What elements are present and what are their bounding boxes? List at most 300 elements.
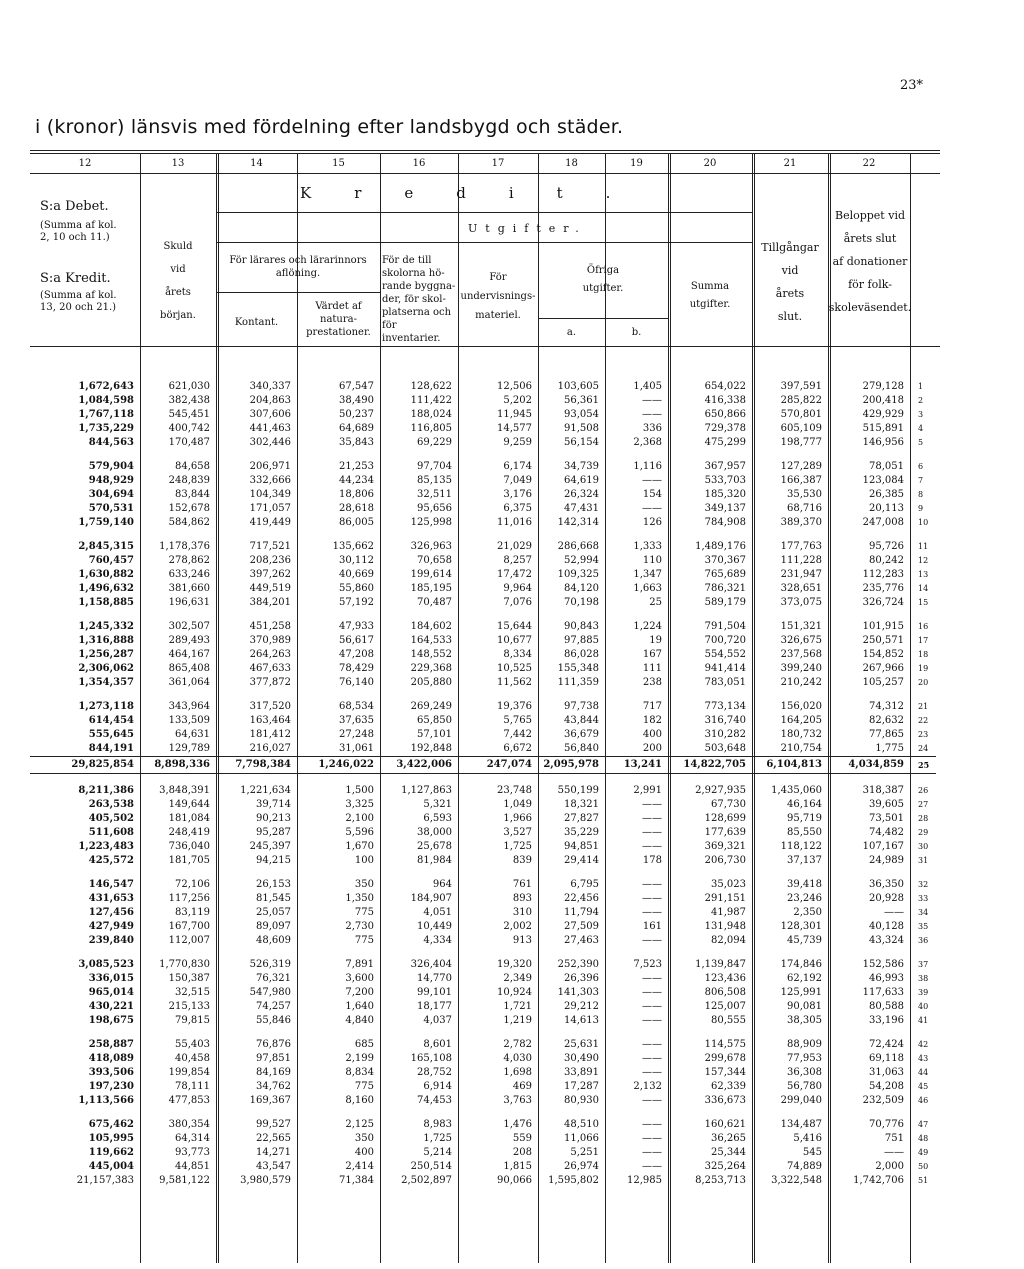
table-cell: 545 — [802, 1147, 822, 1158]
table-cell: 71,384 — [339, 1175, 374, 1186]
table-cell: 180,732 — [780, 729, 822, 740]
table-cell: 231,947 — [780, 569, 822, 580]
table-cell: 97,851 — [256, 1053, 291, 1064]
table-cell: 177,639 — [704, 827, 746, 838]
table-row — [30, 1080, 936, 1094]
table-cell: 22,565 — [256, 1133, 291, 1144]
table-cell: —— — [642, 1001, 662, 1012]
table-cell: 3,085,523 — [78, 959, 134, 970]
row-number-cell: 14 — [918, 584, 929, 593]
table-cell: 285,822 — [780, 395, 822, 406]
row-number-cell: 34 — [918, 908, 929, 917]
table-cell: 1,735,229 — [78, 423, 134, 434]
colnum-18: 18 — [565, 158, 578, 169]
table-cell: 5,251 — [570, 1147, 599, 1158]
table-cell: 1,759,140 — [78, 517, 134, 528]
table-cell: 1,245,332 — [78, 621, 134, 632]
table-cell: 135,662 — [332, 541, 374, 552]
table-cell: 547,980 — [249, 987, 291, 998]
table-cell: 700,720 — [704, 635, 746, 646]
table-cell: —— — [642, 1015, 662, 1026]
table-row — [30, 1094, 936, 1108]
table-cell: 1,246,022 — [297, 757, 380, 774]
colnum-12: 12 — [78, 158, 92, 169]
row-spacer — [30, 1108, 936, 1118]
table-cell: 23,246 — [787, 893, 822, 904]
table-cell: 299,678 — [704, 1053, 746, 1064]
table-cell: 35,530 — [787, 489, 822, 500]
table-cell: 182 — [642, 715, 662, 726]
header-kredit: S:a Kredit. — [40, 271, 111, 286]
table-cell: 654,022 — [704, 381, 746, 392]
row-number-cell: 15 — [918, 598, 929, 607]
table-row — [30, 502, 936, 516]
table-cell: 7,076 — [503, 597, 532, 608]
table-cell: 1,158,885 — [78, 597, 134, 608]
table-cell: 205,880 — [410, 677, 452, 688]
table-cell: 238 — [642, 677, 662, 688]
table-cell: 216,027 — [249, 743, 291, 754]
table-cell: 41,987 — [711, 907, 746, 918]
table-cell: 178 — [642, 855, 662, 866]
row-number-cell: 23 — [918, 730, 929, 739]
row-number-cell: 37 — [918, 960, 929, 969]
table-cell: 181,084 — [168, 813, 210, 824]
table-cell: 3,325 — [345, 799, 374, 810]
colnum-15: 15 — [332, 158, 345, 169]
table-cell: 55,860 — [339, 583, 374, 594]
table-cell: 7,200 — [345, 987, 374, 998]
row-number-cell: 51 — [918, 1176, 929, 1185]
row-number-cell: 11 — [918, 542, 929, 551]
table-cell: 19,320 — [497, 959, 532, 970]
table-cell: 2,730 — [345, 921, 374, 932]
table-cell: 393,506 — [88, 1067, 134, 1078]
table-cell: —— — [642, 893, 662, 904]
table-cell: 156,020 — [780, 701, 822, 712]
table-cell: 36,350 — [869, 879, 904, 890]
table-cell: 26,385 — [869, 489, 904, 500]
table-cell: 34,762 — [256, 1081, 291, 1092]
table-row — [30, 742, 936, 757]
table-row — [30, 634, 936, 648]
table-cell: 65,850 — [417, 715, 452, 726]
header-ovriga-a: a. — [566, 327, 577, 338]
table-cell: 33,196 — [869, 1015, 904, 1026]
row-number-cell: 21 — [918, 702, 929, 711]
table-cell: 73,501 — [869, 813, 904, 824]
table-cell: 1,742,706 — [853, 1175, 904, 1186]
table-cell: 349,137 — [704, 503, 746, 514]
table-cell: 269,249 — [410, 701, 452, 712]
table-cell: 123,436 — [704, 973, 746, 984]
table-cell: 399,240 — [780, 663, 822, 674]
table-row — [30, 1066, 936, 1080]
table-cell: 204,863 — [249, 395, 291, 406]
table-cell: 23,748 — [497, 785, 532, 796]
table-cell: 27,509 — [564, 921, 599, 932]
table-cell: 72,106 — [175, 879, 210, 890]
table-cell: 85,135 — [417, 475, 452, 486]
table-cell: 299,040 — [780, 1095, 822, 1106]
table-cell: 188,024 — [410, 409, 452, 420]
table-row — [30, 1052, 936, 1066]
table-cell: 206,730 — [704, 855, 746, 866]
table-cell: 844,191 — [88, 743, 134, 754]
table-cell: 367,957 — [704, 461, 746, 472]
row-number-cell: 22 — [918, 716, 929, 725]
table-cell: 332,666 — [249, 475, 291, 486]
table-cell: 8,334 — [503, 649, 532, 660]
table-cell: 82,632 — [869, 715, 904, 726]
table-cell: 7,891 — [345, 959, 374, 970]
total-row — [30, 757, 936, 774]
table-cell: 302,507 — [168, 621, 210, 632]
table-cell: 149,644 — [168, 799, 210, 810]
table-row — [30, 1038, 936, 1052]
table-cell: 289,493 — [168, 635, 210, 646]
row-spacer — [30, 1028, 936, 1038]
table-row — [30, 394, 936, 408]
row-number-cell: 31 — [918, 856, 929, 865]
table-cell: 52,994 — [564, 555, 599, 566]
row-number-cell: 1 — [918, 382, 924, 391]
table-cell: 40,669 — [339, 569, 374, 580]
table-cell: 25,678 — [417, 841, 452, 852]
table-cell: 74,312 — [869, 701, 904, 712]
kredit-rule — [216, 212, 752, 213]
header-debet-note: (Summa af kol. 2, 10 och 11.) — [40, 220, 117, 243]
table-cell: 964 — [432, 879, 452, 890]
header-summa: Summa utgifter. — [689, 281, 731, 310]
table-cell: 95,656 — [417, 503, 452, 514]
table-cell: 118,122 — [780, 841, 822, 852]
table-cell: 8,898,336 — [140, 757, 216, 774]
table-cell: 11,945 — [497, 409, 532, 420]
table-cell: 104,349 — [249, 489, 291, 500]
table-cell: —— — [642, 935, 662, 946]
table-cell: 56,361 — [564, 395, 599, 406]
table-cell: 29,825,854 — [30, 757, 140, 774]
table-cell: 229,368 — [410, 663, 452, 674]
table-cell: 14,577 — [497, 423, 532, 434]
table-cell: 1,725 — [503, 841, 532, 852]
table-cell: 69,229 — [417, 437, 452, 448]
table-cell: 475,299 — [704, 437, 746, 448]
table-cell: 206,971 — [249, 461, 291, 472]
table-row — [30, 1132, 936, 1146]
table-cell: —— — [642, 987, 662, 998]
table-cell: 39,714 — [256, 799, 291, 810]
table-row — [30, 798, 936, 812]
table-cell: 72,424 — [869, 1039, 904, 1050]
table-cell: 192,848 — [410, 743, 452, 754]
header-top-rule — [30, 150, 940, 151]
table-cell: 17,287 — [564, 1081, 599, 1092]
table-cell: 675,462 — [88, 1119, 134, 1130]
table-cell: 1,476 — [503, 1119, 532, 1130]
table-row — [30, 460, 936, 474]
table-cell: 405,502 — [88, 813, 134, 824]
table-cell: 47,431 — [564, 503, 599, 514]
table-cell: 941,414 — [704, 663, 746, 674]
table-cell: 40,458 — [175, 1053, 210, 1064]
row-number-cell: 4 — [918, 424, 924, 433]
table-cell: 579,904 — [88, 461, 134, 472]
table-cell: 302,446 — [249, 437, 291, 448]
table-cell: 133,509 — [168, 715, 210, 726]
table-cell: 26,324 — [564, 489, 599, 500]
table-cell: 107,167 — [862, 841, 904, 852]
row-number-cell: 24 — [918, 744, 929, 753]
table-cell: 148,552 — [410, 649, 452, 660]
table-cell: 533,703 — [704, 475, 746, 486]
table-cell: 570,801 — [780, 409, 822, 420]
table-cell: 21,157,383 — [76, 1175, 134, 1186]
table-cell: 1,815 — [503, 1161, 532, 1172]
table-cell: 503,648 — [704, 743, 746, 754]
table-cell: 8,983 — [423, 1119, 452, 1130]
header-bottom-rule — [30, 346, 940, 347]
row-number-cell: 36 — [918, 936, 929, 945]
table-cell: 20,113 — [869, 503, 904, 514]
table-cell: 2,125 — [345, 1119, 374, 1130]
table-cell: 361,064 — [168, 677, 210, 688]
header-beloppet: Beloppet vid årets slut af donationer för folk- skoleväsendet. — [828, 209, 912, 314]
table-cell: 893 — [512, 893, 532, 904]
table-cell: 1,221,634 — [240, 785, 291, 796]
table-cell: 35,843 — [339, 437, 374, 448]
table-cell: 79,815 — [175, 1015, 210, 1026]
table-cell: 125,991 — [780, 987, 822, 998]
table-cell: 198,777 — [780, 437, 822, 448]
table-cell: 264,263 — [249, 649, 291, 660]
table-cell: 4,334 — [423, 935, 452, 946]
table-cell: 11,562 — [497, 677, 532, 688]
table-cell: 451,258 — [249, 621, 291, 632]
table-cell: 208,236 — [249, 555, 291, 566]
table-cell: 99,527 — [256, 1119, 291, 1130]
table-cell: 325,264 — [704, 1161, 746, 1172]
row-number-cell: 38 — [918, 974, 929, 983]
row-number-cell: 43 — [918, 1054, 929, 1063]
row-number-cell: 35 — [918, 922, 929, 931]
table-cell: 31,061 — [339, 743, 374, 754]
table-cell: —— — [642, 907, 662, 918]
row-number-cell: 2 — [918, 396, 924, 405]
table-cell: 74,453 — [417, 1095, 452, 1106]
table-cell: 614,454 — [88, 715, 134, 726]
table-cell: 24,989 — [869, 855, 904, 866]
table-cell: —— — [884, 907, 904, 918]
table-cell: 783,051 — [704, 677, 746, 688]
table-cell: 751 — [884, 1133, 904, 1144]
table-cell: 791,504 — [704, 621, 746, 632]
table-row — [30, 700, 936, 714]
table-cell: 425,572 — [88, 855, 134, 866]
table-cell: 90,843 — [564, 621, 599, 632]
table-cell: 25 — [649, 597, 662, 608]
table-cell: —— — [642, 1119, 662, 1130]
table-cell: 174,846 — [780, 959, 822, 970]
table-cell: 26,974 — [564, 1161, 599, 1172]
table-cell: 427,949 — [88, 921, 134, 932]
table-cell: 318,387 — [862, 785, 904, 796]
table-cell: 370,989 — [249, 635, 291, 646]
table-row — [30, 408, 936, 422]
table-cell: 570,531 — [88, 503, 134, 514]
row-spacer — [30, 610, 936, 620]
table-cell: 2,000 — [875, 1161, 904, 1172]
table-cell: 167,700 — [168, 921, 210, 932]
table-cell: 15,644 — [497, 621, 532, 632]
table-row — [30, 920, 936, 934]
table-cell: 232,509 — [862, 1095, 904, 1106]
table-cell: 70,487 — [417, 597, 452, 608]
table-cell: 26,153 — [256, 879, 291, 890]
table-cell: 326,724 — [862, 597, 904, 608]
table-cell: 307,606 — [249, 409, 291, 420]
table-cell: 32,515 — [175, 987, 210, 998]
row-number-cell: 8 — [918, 490, 924, 499]
table-cell: 589,179 — [704, 597, 746, 608]
table-cell: 18,177 — [417, 1001, 452, 1012]
row-number-cell: 42 — [918, 1040, 929, 1049]
table-cell: 210,754 — [780, 743, 822, 754]
table-cell: 382,438 — [168, 395, 210, 406]
table-cell: 4,030 — [503, 1053, 532, 1064]
table-cell: —— — [884, 1147, 904, 1158]
table-cell: 7,798,384 — [216, 757, 297, 774]
table-cell: 40,128 — [869, 921, 904, 932]
table-cell: 29,414 — [564, 855, 599, 866]
table-cell: 8,211,386 — [78, 785, 134, 796]
table-cell: 2,306,062 — [78, 663, 134, 674]
table-cell: 760,457 — [88, 555, 134, 566]
table-cell: 123,084 — [862, 475, 904, 486]
row-number-cell: 18 — [918, 650, 929, 659]
row-number-cell: 30 — [918, 842, 929, 851]
row-number-cell: 40 — [918, 1002, 929, 1011]
table-cell: 2,845,315 — [78, 541, 134, 552]
table-cell: 18,321 — [564, 799, 599, 810]
table-row — [30, 1118, 936, 1132]
table-cell: 46,164 — [787, 799, 822, 810]
table-cell: 67,547 — [339, 381, 374, 392]
table-cell: —— — [642, 1161, 662, 1172]
table-cell: 350 — [354, 879, 374, 890]
table-row — [30, 840, 936, 854]
table-cell: 419,449 — [249, 517, 291, 528]
page-number: 23* — [900, 78, 924, 93]
table-cell: 464,167 — [168, 649, 210, 660]
table-cell: 2,414 — [345, 1161, 374, 1172]
row-number-cell: 50 — [918, 1162, 929, 1171]
table-cell: 19 — [649, 635, 662, 646]
table-cell: 112,283 — [862, 569, 904, 580]
table-cell: 326,963 — [410, 541, 452, 552]
table-cell: 111,228 — [780, 555, 822, 566]
table-cell: 11,794 — [564, 907, 599, 918]
header-top-rule-2 — [30, 153, 940, 154]
table-cell: 48,510 — [564, 1119, 599, 1130]
table-cell: 1,630,882 — [78, 569, 134, 580]
table-cell: 76,140 — [339, 677, 374, 688]
header-kontant: Kontant. — [234, 317, 279, 328]
table-cell: 965,014 — [88, 987, 134, 998]
table-cell: 844,563 — [88, 437, 134, 448]
table-cell: 64,689 — [339, 423, 374, 434]
table-row — [30, 554, 936, 568]
table-cell: 775 — [354, 907, 374, 918]
table-cell: 9,259 — [503, 437, 532, 448]
table-cell: 2,991 — [633, 785, 662, 796]
table-cell: 252,390 — [557, 959, 599, 970]
table-cell: 160,621 — [704, 1119, 746, 1130]
table-cell: 27,463 — [564, 935, 599, 946]
table-cell: 2,002 — [503, 921, 532, 932]
table-cell: 70,198 — [564, 597, 599, 608]
table-row — [30, 540, 936, 554]
table-cell: 99,101 — [417, 987, 452, 998]
row-number-cell: 5 — [918, 438, 924, 447]
table-cell: 343,964 — [168, 701, 210, 712]
table-cell: 119,662 — [88, 1147, 134, 1158]
table-cell: 54,208 — [869, 1081, 904, 1092]
table-cell: 152,678 — [168, 503, 210, 514]
table-cell: 85,550 — [787, 827, 822, 838]
table-cell: 67,730 — [711, 799, 746, 810]
table-cell: 46,993 — [869, 973, 904, 984]
table-cell: 1,350 — [345, 893, 374, 904]
table-cell: 1,496,632 — [78, 583, 134, 594]
larare-rule — [216, 292, 380, 293]
row-number-cell: 33 — [918, 894, 929, 903]
table-cell: 717,521 — [249, 541, 291, 552]
table-cell: 68,534 — [339, 701, 374, 712]
table-cell: 377,872 — [249, 677, 291, 688]
table-cell: —— — [642, 799, 662, 810]
table-cell: 84,120 — [564, 583, 599, 594]
colnum-20: 20 — [703, 158, 717, 169]
table-cell: 1,405 — [633, 381, 662, 392]
table-cell: 184,907 — [410, 893, 452, 904]
table-cell: 83,844 — [175, 489, 210, 500]
table-cell: 397,262 — [249, 569, 291, 580]
table-cell: 181,705 — [168, 855, 210, 866]
table-cell: 11,016 — [497, 517, 532, 528]
table-cell: 2,782 — [503, 1039, 532, 1050]
table-cell: 7,523 — [633, 959, 662, 970]
table-cell: 441,463 — [249, 423, 291, 434]
table-row — [30, 474, 936, 488]
table-row — [30, 1174, 936, 1188]
table-cell: 9,581,122 — [159, 1175, 210, 1186]
table-cell: 373,075 — [780, 597, 822, 608]
table-cell: 2,349 — [503, 973, 532, 984]
header-tillgangar: Tillgångar vid årets slut. — [761, 241, 819, 323]
table-cell: 304,694 — [88, 489, 134, 500]
table-cell: 2,100 — [345, 813, 374, 824]
row-number-cell: 48 — [918, 1134, 929, 1143]
table-cell: 8,160 — [345, 1095, 374, 1106]
row-number-cell: 10 — [918, 518, 929, 527]
table-cell: 775 — [354, 935, 374, 946]
header-debet: S:a Debet. — [40, 199, 109, 214]
table-cell: 400 — [354, 1147, 374, 1158]
table-cell: 93,054 — [564, 409, 599, 420]
table-cell: 141,303 — [557, 987, 599, 998]
